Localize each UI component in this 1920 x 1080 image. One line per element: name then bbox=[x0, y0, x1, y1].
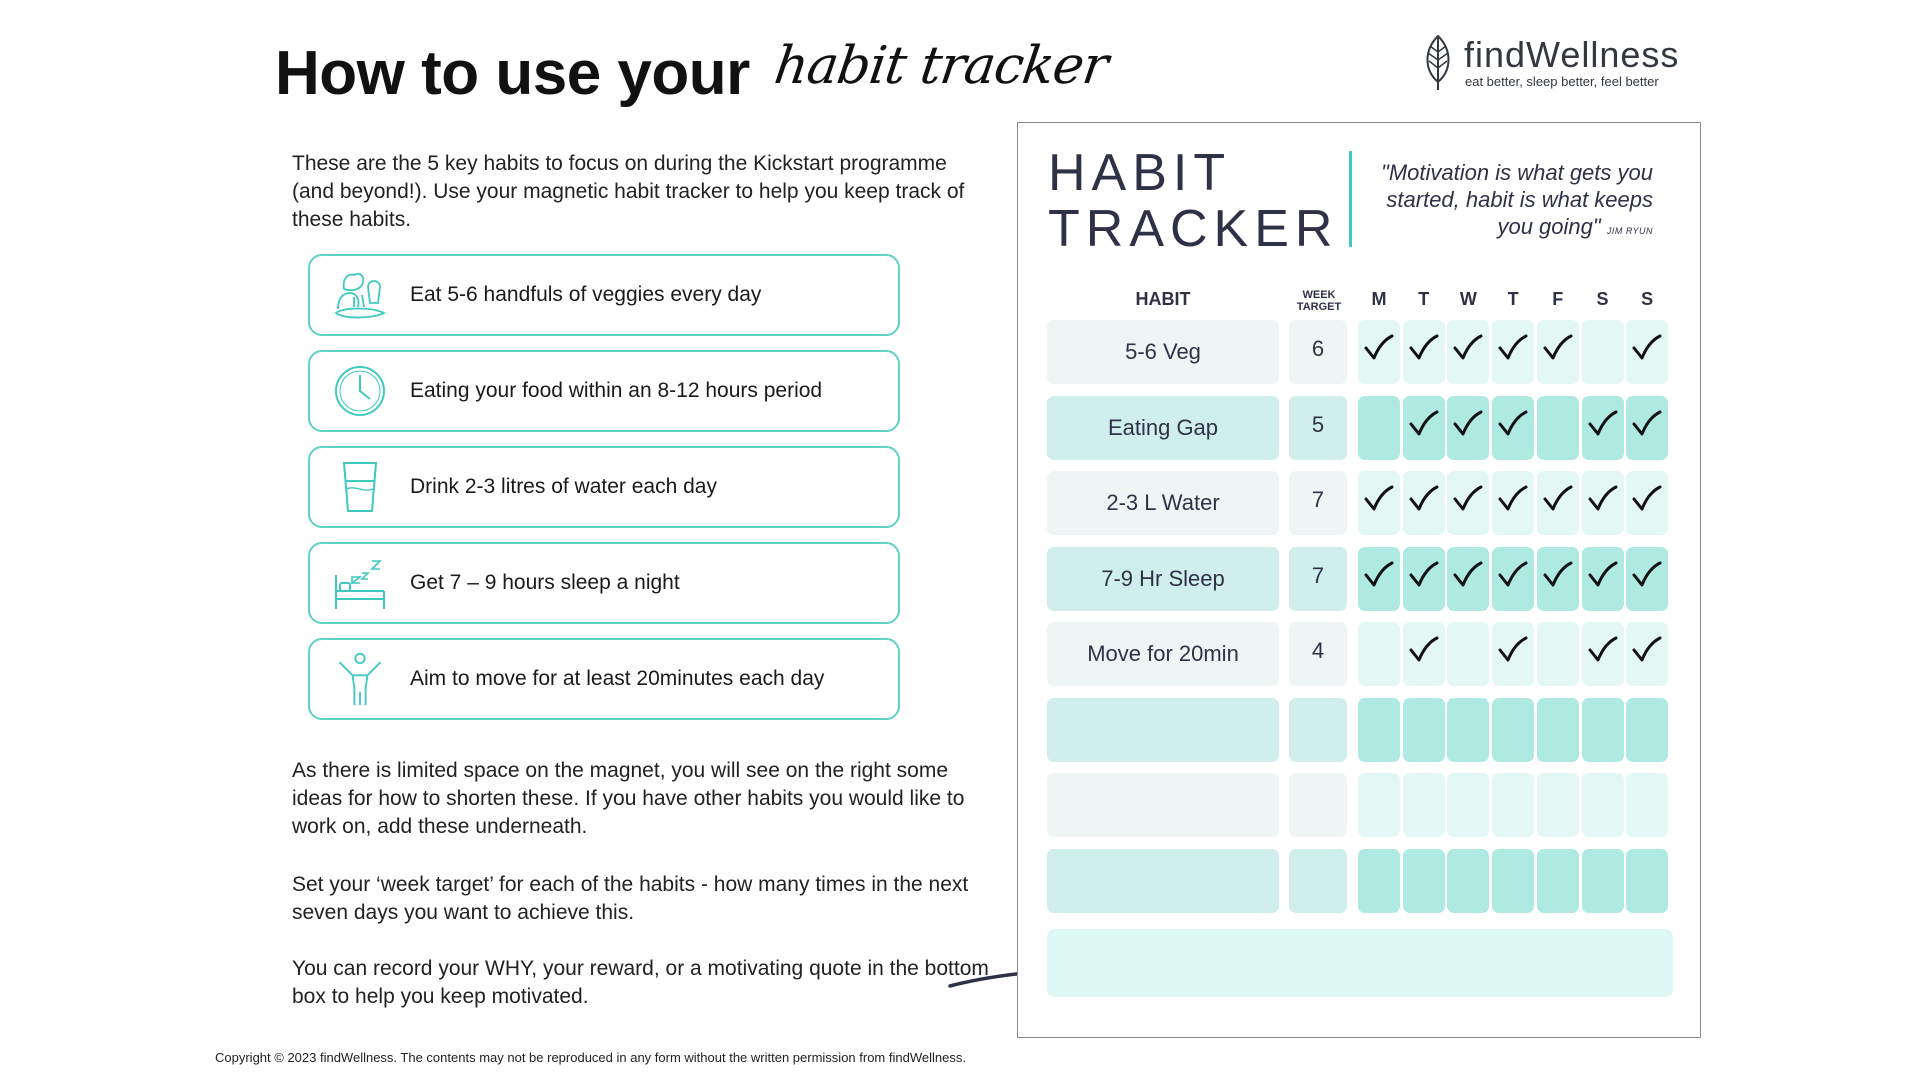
quote-text: "Motivation is what gets you started, habit is what keeps you going" bbox=[1381, 160, 1653, 239]
page-title: How to use your bbox=[275, 39, 750, 108]
day-cell[interactable] bbox=[1582, 396, 1624, 460]
check-mark-icon bbox=[1498, 410, 1528, 438]
habit-name-cell[interactable]: Move for 20min bbox=[1047, 622, 1279, 686]
day-cell[interactable] bbox=[1403, 698, 1445, 762]
day-cell[interactable] bbox=[1358, 320, 1400, 384]
check-mark-icon bbox=[1588, 561, 1618, 589]
day-cell[interactable] bbox=[1447, 471, 1489, 535]
check-mark-icon bbox=[1632, 334, 1662, 362]
day-cell[interactable] bbox=[1403, 320, 1445, 384]
check-mark-icon bbox=[1453, 485, 1483, 513]
col-header-week-target-line1: WEEK bbox=[1302, 289, 1336, 301]
copyright-notice: Copyright © 2023 findWellness. The contents may not be reproduced in any form without the written permission from findWellness. bbox=[215, 1050, 966, 1065]
day-cell[interactable] bbox=[1447, 698, 1489, 762]
habit-card bbox=[308, 542, 900, 624]
day-cell[interactable] bbox=[1403, 547, 1445, 611]
habit-text: Eating your food within an 8-12 hours period bbox=[410, 379, 823, 402]
check-mark-icon bbox=[1543, 561, 1573, 589]
check-mark-icon bbox=[1409, 561, 1439, 589]
check-mark-icon bbox=[1632, 485, 1662, 513]
day-cell[interactable] bbox=[1403, 396, 1445, 460]
col-header-week-target-line2: TARGET bbox=[1296, 301, 1342, 313]
habit-name-cell[interactable]: 7-9 Hr Sleep bbox=[1047, 547, 1279, 611]
habit-name-cell[interactable]: 2-3 L Water bbox=[1047, 471, 1279, 535]
day-cell[interactable] bbox=[1582, 698, 1624, 762]
day-cell[interactable] bbox=[1358, 698, 1400, 762]
col-header-habit: HABIT bbox=[1135, 289, 1191, 309]
day-cell[interactable] bbox=[1582, 471, 1624, 535]
check-mark-icon bbox=[1453, 334, 1483, 362]
check-mark-icon bbox=[1632, 410, 1662, 438]
day-cell[interactable] bbox=[1358, 471, 1400, 535]
day-cell[interactable] bbox=[1358, 773, 1400, 837]
day-cell[interactable] bbox=[1492, 471, 1534, 535]
check-mark-icon bbox=[1364, 334, 1394, 362]
why-reward-box[interactable] bbox=[1047, 929, 1673, 997]
day-cell[interactable] bbox=[1403, 773, 1445, 837]
habit-name-cell[interactable]: Eating Gap bbox=[1047, 396, 1279, 460]
motivation-quote bbox=[1363, 159, 1653, 245]
check-mark-icon bbox=[1543, 334, 1573, 362]
intro-paragraph: These are the 5 key habits to focus on during the Kickstart programme (and beyond!). Use your magnetic habit tracker to help you keep track of these habits. bbox=[292, 152, 965, 231]
day-cell[interactable] bbox=[1582, 622, 1624, 686]
week-target-cell[interactable]: 4 bbox=[1289, 622, 1347, 686]
check-mark-icon bbox=[1409, 636, 1439, 664]
day-cell[interactable] bbox=[1358, 547, 1400, 611]
habit-text: Get 7 – 9 hours sleep a night bbox=[410, 571, 680, 594]
day-cell[interactable] bbox=[1537, 773, 1579, 837]
col-header-day: S bbox=[1641, 289, 1654, 309]
tracker-title-line2: TRACKER bbox=[1048, 200, 1339, 258]
check-mark-icon bbox=[1409, 410, 1439, 438]
habit-card bbox=[308, 446, 900, 528]
col-header-week-target bbox=[1289, 289, 1349, 313]
divider bbox=[1349, 151, 1352, 247]
week-target-cell[interactable]: 7 bbox=[1289, 471, 1347, 535]
check-mark-icon bbox=[1498, 636, 1528, 664]
day-cell[interactable] bbox=[1447, 622, 1489, 686]
limited-space-paragraph: As there is limited space on the magnet, you will see on the right some ideas for how to shorten these. If you have other habits you would like to work on, add these underneath. bbox=[292, 759, 965, 838]
quote-author: JIM RYUN bbox=[1606, 226, 1653, 236]
habit-card bbox=[308, 638, 900, 720]
day-cell[interactable] bbox=[1582, 320, 1624, 384]
habit-card bbox=[308, 350, 900, 432]
habit-tracker-card bbox=[1017, 122, 1701, 1038]
leaf-icon bbox=[1420, 34, 1456, 92]
week-target-cell[interactable]: 5 bbox=[1289, 396, 1347, 460]
day-cell[interactable] bbox=[1626, 471, 1668, 535]
week-target-cell[interactable] bbox=[1289, 849, 1347, 913]
check-mark-icon bbox=[1364, 561, 1394, 589]
week-target-cell[interactable] bbox=[1289, 698, 1347, 762]
check-mark-icon bbox=[1364, 485, 1394, 513]
check-mark-icon bbox=[1588, 410, 1618, 438]
day-cell[interactable] bbox=[1582, 773, 1624, 837]
day-cell[interactable] bbox=[1626, 622, 1668, 686]
day-cell[interactable] bbox=[1403, 849, 1445, 913]
day-cell[interactable] bbox=[1358, 396, 1400, 460]
check-mark-icon bbox=[1498, 485, 1528, 513]
day-cell[interactable] bbox=[1537, 320, 1579, 384]
week-target-cell[interactable] bbox=[1289, 773, 1347, 837]
brand-tagline: eat better, sleep better, feel better bbox=[1465, 74, 1659, 89]
day-cell[interactable] bbox=[1447, 320, 1489, 384]
page-title-script: habit tracker bbox=[770, 36, 1112, 96]
day-cell[interactable] bbox=[1626, 320, 1668, 384]
habit-name-cell[interactable]: 5-6 Veg bbox=[1047, 320, 1279, 384]
day-cell[interactable] bbox=[1492, 320, 1534, 384]
check-mark-icon bbox=[1498, 561, 1528, 589]
day-cell[interactable] bbox=[1358, 849, 1400, 913]
day-cell[interactable] bbox=[1626, 773, 1668, 837]
col-header-day: T bbox=[1418, 289, 1430, 309]
tracker-title bbox=[1048, 145, 1338, 257]
col-header-day: F bbox=[1552, 289, 1564, 309]
day-cell[interactable] bbox=[1626, 698, 1668, 762]
water-glass-icon bbox=[332, 459, 388, 515]
day-cell[interactable] bbox=[1447, 849, 1489, 913]
day-cell[interactable] bbox=[1626, 396, 1668, 460]
person-moving-icon bbox=[332, 651, 388, 707]
col-header-day: T bbox=[1507, 289, 1519, 309]
brand-name: findWellness bbox=[1464, 34, 1680, 75]
check-mark-icon bbox=[1632, 636, 1662, 664]
day-cell[interactable] bbox=[1492, 396, 1534, 460]
habit-card bbox=[308, 254, 900, 336]
tracker-title-line1: HABIT bbox=[1048, 144, 1232, 202]
bottom-box-paragraph: You can record your WHY, your reward, or a motivating quote in the bottom box to help you keep motivated. bbox=[292, 957, 989, 1008]
day-cell[interactable] bbox=[1537, 396, 1579, 460]
day-cell[interactable] bbox=[1403, 622, 1445, 686]
day-cell[interactable] bbox=[1537, 698, 1579, 762]
habit-text: Aim to move for at least 20minutes each day bbox=[410, 667, 825, 690]
brand-logo bbox=[1420, 34, 1720, 94]
col-header-day: W bbox=[1459, 289, 1477, 309]
habit-name-cell[interactable] bbox=[1047, 773, 1279, 837]
day-cell[interactable] bbox=[1537, 547, 1579, 611]
sleep-bed-icon bbox=[332, 555, 388, 611]
check-mark-icon bbox=[1453, 561, 1483, 589]
week-target-cell[interactable]: 6 bbox=[1289, 320, 1347, 384]
habit-name-cell[interactable] bbox=[1047, 849, 1279, 913]
day-cell[interactable] bbox=[1403, 471, 1445, 535]
day-cell[interactable] bbox=[1626, 547, 1668, 611]
day-cell[interactable] bbox=[1537, 849, 1579, 913]
day-cell[interactable] bbox=[1537, 622, 1579, 686]
week-target-cell[interactable]: 7 bbox=[1289, 547, 1347, 611]
day-cell[interactable] bbox=[1492, 849, 1534, 913]
day-cell[interactable] bbox=[1447, 396, 1489, 460]
day-cell[interactable] bbox=[1582, 849, 1624, 913]
day-cell[interactable] bbox=[1492, 547, 1534, 611]
habit-text: Drink 2-3 litres of water each day bbox=[410, 475, 717, 498]
habit-name-cell[interactable] bbox=[1047, 698, 1279, 762]
check-mark-icon bbox=[1498, 334, 1528, 362]
check-mark-icon bbox=[1453, 410, 1483, 438]
vegetables-icon bbox=[332, 267, 388, 323]
day-cell[interactable] bbox=[1537, 471, 1579, 535]
day-cell[interactable] bbox=[1358, 622, 1400, 686]
check-mark-icon bbox=[1409, 485, 1439, 513]
check-mark-icon bbox=[1543, 485, 1573, 513]
check-mark-icon bbox=[1409, 334, 1439, 362]
day-cell[interactable] bbox=[1447, 547, 1489, 611]
check-mark-icon bbox=[1632, 561, 1662, 589]
check-mark-icon bbox=[1588, 636, 1618, 664]
col-header-day: M bbox=[1371, 289, 1387, 309]
week-target-paragraph: Set your ‘week target’ for each of the habits - how many times in the next seven days you want to achieve this. bbox=[292, 873, 969, 924]
clock-icon bbox=[332, 363, 388, 419]
day-cell[interactable] bbox=[1492, 773, 1534, 837]
habit-text: Eat 5-6 handfuls of veggies every day bbox=[410, 283, 762, 306]
day-cell[interactable] bbox=[1447, 773, 1489, 837]
day-cell[interactable] bbox=[1492, 698, 1534, 762]
day-cell[interactable] bbox=[1492, 622, 1534, 686]
day-cell[interactable] bbox=[1626, 849, 1668, 913]
check-mark-icon bbox=[1588, 485, 1618, 513]
col-header-day: S bbox=[1596, 289, 1609, 309]
day-cell[interactable] bbox=[1582, 547, 1624, 611]
